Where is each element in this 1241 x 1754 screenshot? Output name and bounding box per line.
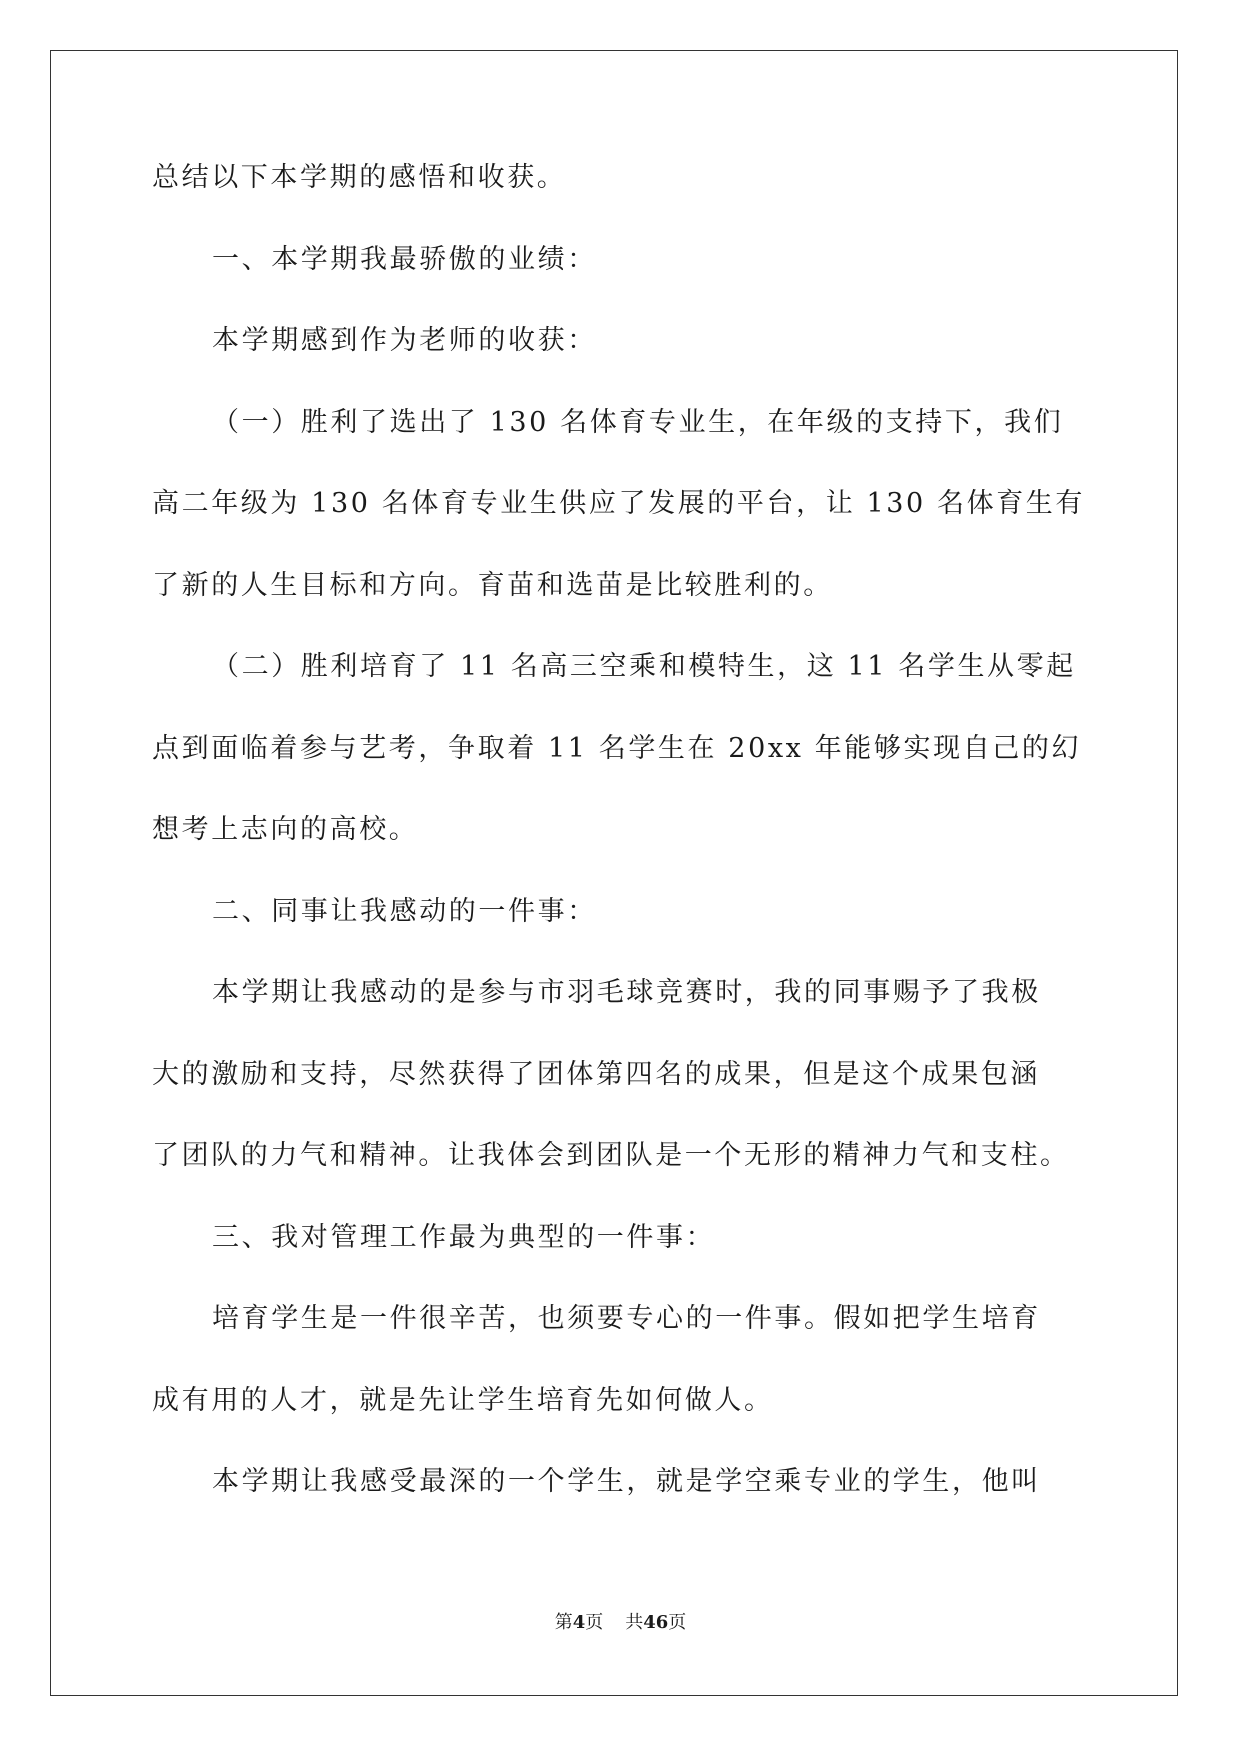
text-line: 成有用的人才，就是先让学生培育先如何做人。 xyxy=(152,1384,774,1416)
section-heading: 三、我对管理工作最为典型的一件事： xyxy=(212,1221,716,1253)
page-footer xyxy=(0,1608,1241,1634)
page-prefix: 第 xyxy=(554,1612,573,1633)
total-prefix: 共 xyxy=(625,1612,644,1633)
text-line: 大的激励和支持，尽然获得了团体第四名的成果，但是这个成果包涵 xyxy=(152,1058,1040,1090)
page-suffix: 页 xyxy=(585,1612,604,1633)
text-line: （二）胜利培育了 11 名高三空乘和模特生，这 11 名学生从零起 xyxy=(212,651,1076,682)
section-heading: 二、同事让我感动的一件事： xyxy=(212,895,597,927)
text-line: 高二年级为 130 名体育专业生供应了发展的平台，让 130 名体育生有 xyxy=(152,488,1085,519)
text-line: 想考上志向的高校。 xyxy=(152,814,419,845)
total-suffix: 页 xyxy=(668,1612,687,1633)
total-pages: 46 xyxy=(643,1612,669,1633)
text-line: 了新的人生目标和方向。育苗和选苗是比较胜利的。 xyxy=(152,569,833,601)
text-line: 本学期让我感受最深的一个学生，就是学空乘专业的学生，他叫 xyxy=(212,1466,1041,1497)
text-line: 培育学生是一件很辛苦，也须要专心的一件事。假如把学生培育 xyxy=(212,1303,1041,1334)
document-body xyxy=(152,163,1087,1549)
text-line: （一）胜利了选出了 130 名体育专业生，在年级的支持下，我们 xyxy=(212,406,1064,438)
text-line: 总结以下本学期的感悟和收获。 xyxy=(152,162,567,193)
text-line: 点到面临着参与艺考，争取着 11 名学生在 20xx 年能够实现自己的幻 xyxy=(152,732,1082,764)
text-line: 本学期让我感动的是参与市羽毛球竞赛时，我的同事赐予了我极 xyxy=(212,977,1041,1008)
section-heading: 一、本学期我最骄傲的业绩： xyxy=(212,243,597,275)
text-line: 本学期感到作为老师的收获： xyxy=(212,325,597,356)
page-number: 4 xyxy=(572,1612,586,1633)
text-line: 了团队的力气和精神。让我体会到团队是一个无形的精神力气和支柱。 xyxy=(152,1140,1070,1171)
